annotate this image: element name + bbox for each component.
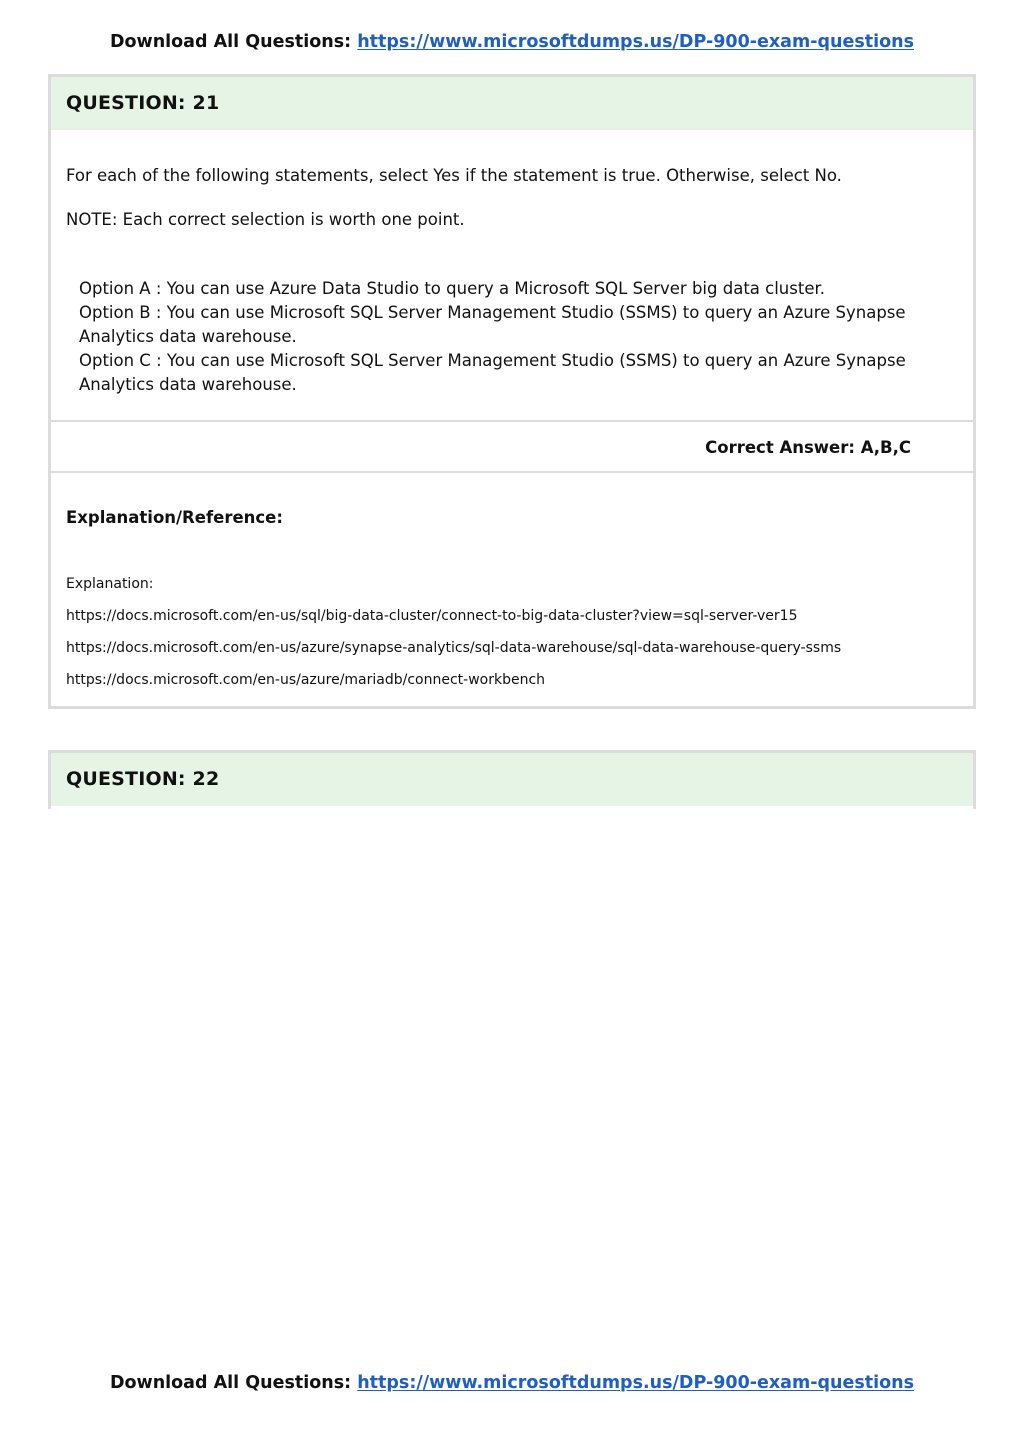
divider — [51, 420, 973, 422]
divider — [51, 471, 973, 473]
reference-link[interactable]: https://docs.microsoft.com/en-us/sql/big-data-cluster/connect-to-big-data-cluster?view=sql-server-ver15 — [66, 608, 798, 624]
reference-link[interactable]: https://docs.microsoft.com/en-us/azure/synapse-analytics/sql-data-warehouse/sql-data-warehouse-query-ssms — [66, 640, 842, 656]
download-link[interactable]: https://www.microsoftdumps.us/DP-900-exam-questions — [357, 1373, 915, 1393]
download-bar-bottom — [0, 1371, 1024, 1395]
download-label: Download All Questions: — [109, 32, 352, 52]
question-22-card — [48, 750, 976, 809]
explanation-label: Explanation: — [66, 576, 154, 592]
option-c: Option C : You can use Microsoft SQL Server Management Studio (SSMS) to query an Azure Synapse — [79, 351, 906, 370]
reference-link[interactable]: https://docs.microsoft.com/en-us/azure/mariadb/connect-workbench — [66, 672, 546, 688]
download-label: Download All Questions: — [109, 1373, 352, 1393]
correct-answer: Correct Answer: A,B,C — [705, 438, 911, 457]
question-21-header — [51, 77, 973, 130]
option-a: Option A : You can use Azure Data Studio to query a Microsoft SQL Server big data cluster. — [79, 279, 825, 298]
download-bar-top — [0, 30, 1024, 54]
question-note: NOTE: Each correct selection is worth one point. — [66, 210, 465, 229]
question-21-card — [48, 74, 976, 709]
option-b: Option B : You can use Microsoft SQL Server Management Studio (SSMS) to query an Azure Synapse — [79, 303, 906, 322]
download-link[interactable]: https://www.microsoftdumps.us/DP-900-exam-questions — [357, 32, 915, 52]
options-list — [79, 277, 919, 397]
option-c-continued: Analytics data warehouse. — [79, 375, 297, 394]
question-22-header — [51, 753, 973, 806]
question-22-title: QUESTION: 22 — [66, 768, 220, 790]
option-b-continued: Analytics data warehouse. — [79, 327, 297, 346]
explanation-heading: Explanation/Reference: — [66, 508, 283, 527]
question-instruction: For each of the following statements, select Yes if the statement is true. Otherwise, select No. — [66, 166, 842, 185]
question-21-title: QUESTION: 21 — [66, 92, 220, 114]
